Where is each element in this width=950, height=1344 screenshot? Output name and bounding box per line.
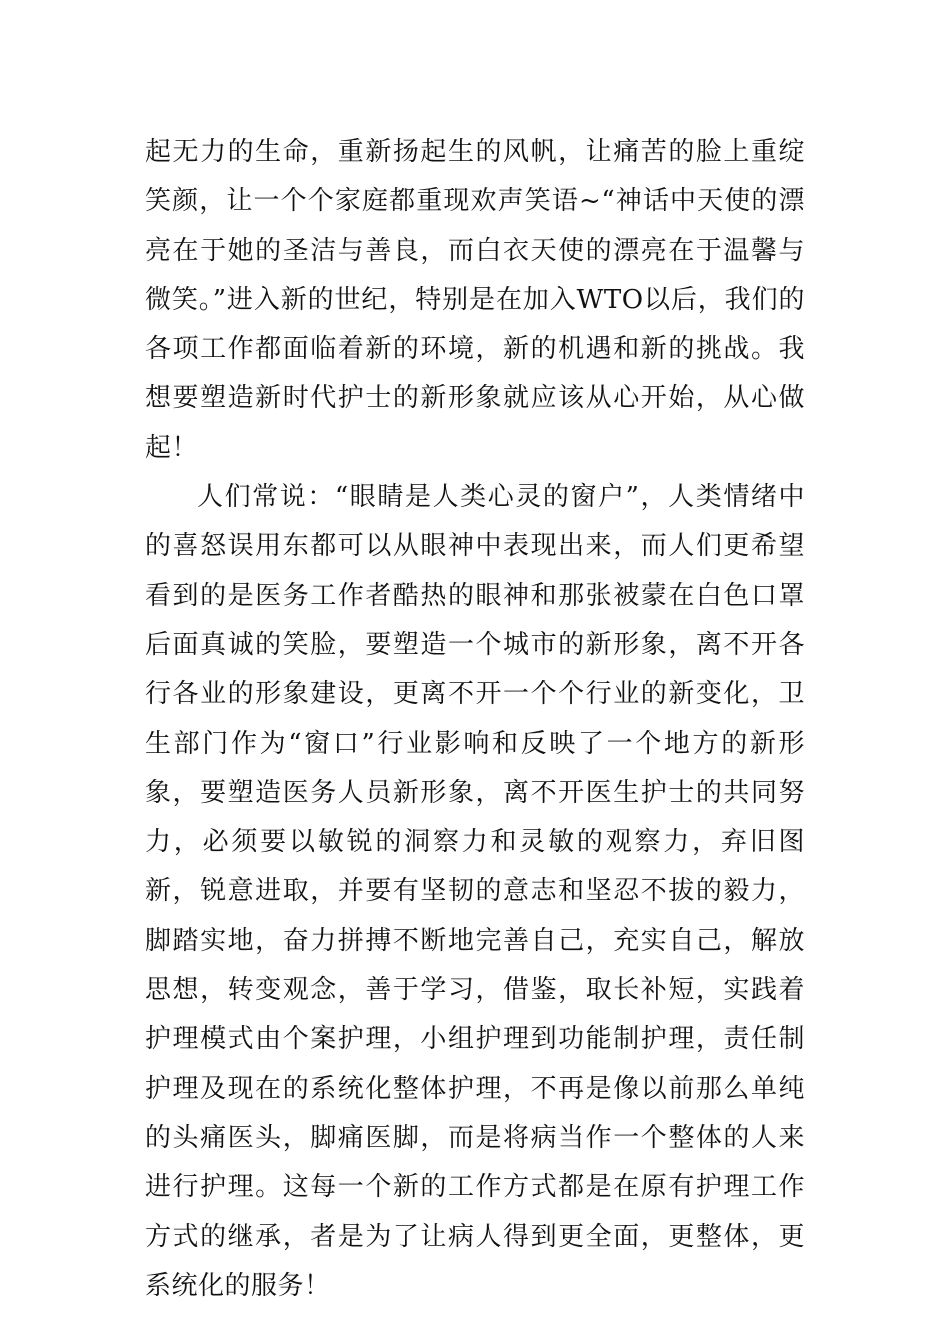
document-body (145, 128, 805, 1311)
paragraph-continuation: 起无力的生命，重新扬起生的风帆，让痛苦的脸上重绽笑颜，让一个个家庭都重现欢声笑语~“神话中天使的漂亮在于她的圣洁与善良，而白衣天使的漂亮在于温馨与微笑。”进入新的世纪，特别是在加入WTO以后，我们的各项工作都面临着新的环境，新的机遇和新的挑战。我想要塑造新时代护士的新形象就应该从心开始，从心做起！ (145, 137, 805, 463)
paragraph-eyes-window: 人们常说：“眼睛是人类心灵的窗户”，人类情绪中的喜怒误用东都可以从眼神中表现出来，而人们更希望看到的是医务工作者酷热的眼神和那张被蒙在白色口罩后面真诚的笑脸，要塑造一个城市的新形象，离不开各行各业的形象建设，更离不开一个个行业的新变化，卫生部门作为“窗口”行业影响和反映了一个地方的新形象，要塑造医务人员新形象，离不开医生护士的共同努力，必须要以敏锐的洞察力和灵敏的观察力，弃旧图新，锐意进取，并要有坚韧的意志和坚忍不拔的毅力，脚踏实地，奋力拼搏不断地完善自己，充实自己，解放思想，转变观念，善于学习，借鉴，取长补短，实践着护理模式由个案护理，小组护理到功能制护理，责任制护理及现在的系统化整体护理，不再是像以前那么单纯的头痛医头，脚痛医脚，而是将病当作一个整体的人来进行护理。这每一个新的工作方式都是在原有护理工作方式的继承，者是为了让病人得到更全面，更整体，更系统化的服务！ (145, 482, 805, 1301)
